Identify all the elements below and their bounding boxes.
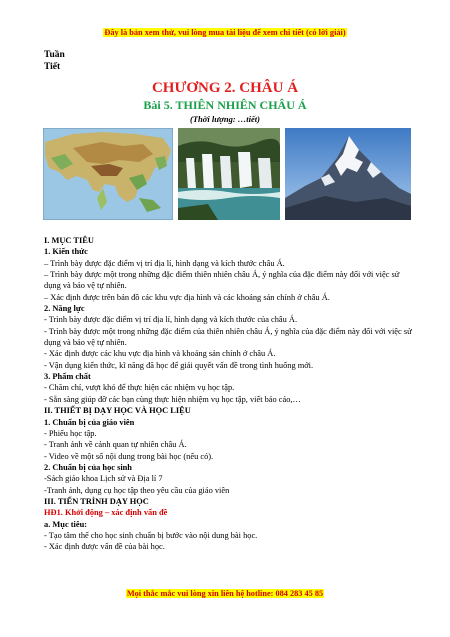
- duration-note: (Thời lượng: …tiết): [190, 114, 260, 124]
- content-line: - Trình bày được một trong những đặc điểm của thiên nhiên châu Á, ý nghĩa của đặc điểm này đối với việc sử dụng và bảo vệ tự nhiên.: [44, 326, 412, 348]
- content-line: - Tranh ảnh về cảnh quan tự nhiên châu Á.: [44, 440, 187, 450]
- section-heading-process: III. TIẾN TRÌNH DẠY HỌC: [44, 496, 149, 506]
- content-line: – Trình bày được đặc điểm vị trí địa lí, hình dạng và kích thước châu Á.: [44, 258, 285, 268]
- footer-hotline: Mọi thắc mắc vui lòng xin liên hệ hotline: 084 283 45 85: [126, 589, 324, 598]
- subheading-student-prep: 2. Chuẩn bị của học sinh: [44, 462, 132, 472]
- content-line: - Xác định được các khu vực địa hình và khoáng sản chính ở châu Á.: [44, 349, 276, 359]
- mountain-image: [285, 128, 411, 220]
- content-line: - Sẵn sàng giúp đỡ các bạn cùng thực hiện nhiệm vụ học tập, viết báo cáo,…: [44, 394, 301, 404]
- period-label: Tiết: [44, 62, 61, 72]
- content-line: -Sách giáo khoa Lịch sử và Địa lí 7: [44, 474, 163, 484]
- content-line: - Tạo tâm thế cho học sinh chuẩn bị bước vào nội dung bài học.: [44, 530, 258, 540]
- chapter-title: CHƯƠNG 2. CHÂU Á: [151, 80, 299, 96]
- content-line: - Vận dụng kiến thức, kĩ năng đã học để giải quyết vấn đề trong tình huống mới.: [44, 360, 314, 370]
- waterfall-image: [178, 128, 280, 220]
- subheading-goal: a. Mục tiêu:: [44, 519, 88, 529]
- content-line: -Tranh ảnh, dụng cụ học tập theo yêu cầu của giáo viên: [44, 485, 230, 495]
- content-line: - Xác định được vấn đề của bài học.: [44, 542, 165, 552]
- lesson-content: [44, 235, 416, 553]
- header-banner: Đây là bản xem thử, vui lòng mua tài liệu để xem chi tiết (có lời giải): [104, 28, 346, 37]
- asia-map-image: [43, 128, 173, 220]
- subheading-knowledge: 1. Kiến thức: [44, 247, 88, 257]
- content-line: - Trình bày được đặc điểm vị trí địa lí, hình dạng và kích thước của châu Á.: [44, 315, 298, 325]
- section-heading-objectives: I. MỤC TIÊU: [44, 236, 94, 245]
- subheading-teacher-prep: 1. Chuẩn bị của giáo viên: [44, 417, 135, 427]
- week-label: Tuần: [44, 50, 65, 60]
- subheading-competence: 2. Năng lực: [44, 304, 85, 314]
- content-line: – Xác định được trên bản đồ các khu vực địa hình và các khoáng sản chính ở châu Á.: [44, 292, 330, 302]
- subheading-qualities: 3. Phẩm chất: [44, 372, 91, 382]
- content-line: – Trình bày được một trong những đặc điểm thiên nhiên châu Á, ý nghĩa của đặc điểm này đối với việc sử dụng và bảo vệ tự nhiên.: [44, 270, 400, 291]
- activity-heading: HĐ1. Khởi động – xác định vấn đề: [44, 508, 168, 518]
- content-line: - Video về một số nội dung trong bài học (nếu có).: [44, 451, 214, 461]
- lesson-title: Bài 5. THIÊN NHIÊN CHÂU Á: [143, 98, 307, 112]
- section-heading-equipment: II. THIẾT BỊ DẠY HỌC VÀ HỌC LIỆU: [44, 406, 191, 416]
- content-line: - Chăm chỉ, vượt khó để thực hiện các nhiệm vụ học tập.: [44, 383, 235, 393]
- content-line: - Phiếu học tập.: [44, 428, 97, 438]
